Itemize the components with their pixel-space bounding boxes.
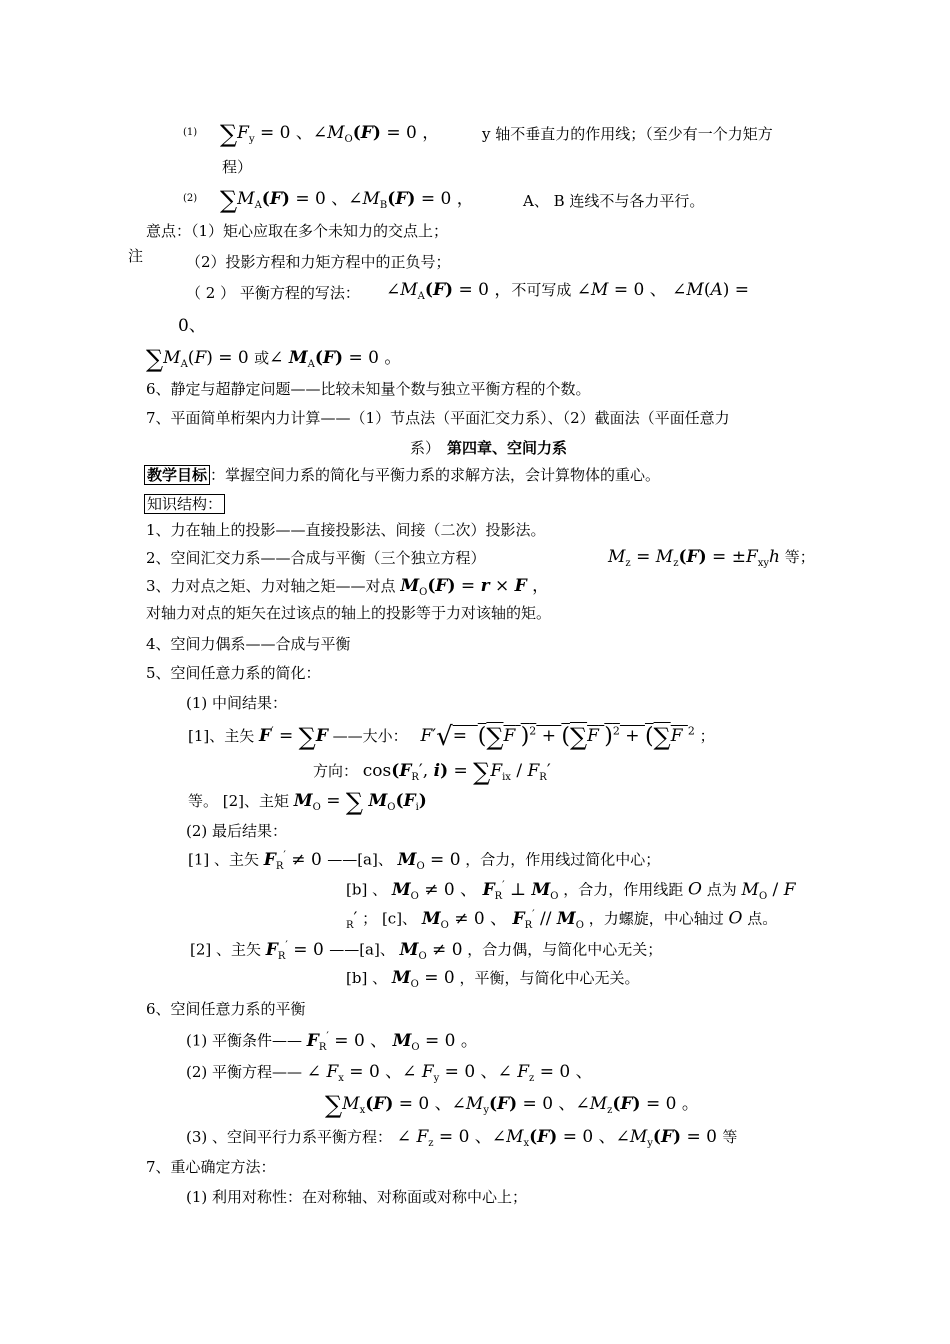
struct-item-1: 1、力在轴上的投影——直接投影法、间接（二次）投影法。 bbox=[146, 521, 546, 539]
sub-item-6-2: (2) 平衡方程—— ∠ $F_x = 0$ 、∠ $F_y = 0$ 、∠ $F_z = 0$ 、 bbox=[186, 1062, 593, 1084]
main-moment-line: 等。 [2]、主矩 $M_O$ = ∑ $M_O(F_i)$ bbox=[188, 788, 427, 816]
condition-text-cont: 程） bbox=[222, 158, 253, 176]
sub-item-5-1: (1) 中间结果： bbox=[186, 694, 288, 712]
note-equation: $\angle M_A(F) = 0$ ，不可写成 ∠M = 0 、 ∠M(A) = bbox=[386, 280, 750, 302]
condition-text: y 轴不垂直力的作用线；（至少有一个力矩方 bbox=[482, 125, 773, 143]
item-7-cont: 系） bbox=[410, 439, 441, 457]
equilibrium-equation: $\sum F_y = 0$ 、$\angle M_O(F) = 0$ ， bbox=[220, 120, 440, 148]
note-equation-cont: 0、 bbox=[178, 316, 206, 336]
knowledge-structure bbox=[144, 495, 225, 513]
result-3: $_R$′ ； [c]、 $M_O \ne 0$ 、 $F_R' // M_O$ ，力螺旋，中心轴过 O 点。 bbox=[346, 907, 778, 931]
item-7: 7、平面简单桁架内力计算——（1）节点法（平面汇交力系）、（2）截面法（平面任意力 bbox=[146, 409, 730, 427]
sub-item-6-3: (3) 、空间平行力系平衡方程： ∠ $F_z = 0$ 、$\angle M_x(F) = 0$ 、$\angle M_y(F) = 0$ 等 bbox=[186, 1127, 738, 1149]
structure-label: 知识结构： bbox=[144, 494, 225, 514]
struct-item-2: 2、空间汇交力系——合成与平衡（三个独立方程） bbox=[146, 549, 486, 567]
equilibrium-equation: $\sum M_A(F) = 0$ 、$\angle M_B(F) = 0$ ， bbox=[220, 186, 474, 214]
sub-item-7-1: (1) 利用对称性：在对称轴、对称面或对称中心上； bbox=[186, 1188, 528, 1206]
list-marker: (2) bbox=[183, 193, 198, 204]
teaching-goal bbox=[144, 466, 660, 484]
item-6: 6、静定与超静定问题——比较未知量个数与独立平衡方程的个数。 bbox=[146, 380, 591, 398]
note-line-b: （2）投影方程和力矩方程中的正负号； bbox=[186, 253, 451, 271]
struct-item-7: 7、重心确定方法： bbox=[146, 1158, 276, 1176]
list-marker: (1) bbox=[183, 127, 198, 138]
result-5: [b] 、 $M_O = 0$ ，平衡，与简化中心无关。 bbox=[346, 968, 640, 990]
condition-text: A、 B 连线不与各力平行。 bbox=[523, 192, 705, 210]
axis-moment-formula: $M_z = M_z(F) = \pm F_{xy}h$ 等； bbox=[608, 547, 815, 569]
direction-line: 方向： $\cos(F_R'$, $i) = \sum F_{ix} / F_R'$ bbox=[313, 758, 551, 786]
struct-item-6: 6、空间任意力系的平衡 bbox=[146, 1000, 306, 1018]
result-4: [2] 、主矢 $F_R' = 0$ ——[a]、 $M_O \ne 0$ ，合力偶，与简化中心无关； bbox=[190, 938, 663, 962]
main-vector-line: [1]、主矢 F′ = ∑F ——大小： F′√= (∑F )$^2$ + (∑F )$^2$ + (∑F $^2$ ； bbox=[188, 722, 715, 752]
goal-label: 教学目标 bbox=[144, 465, 210, 485]
result-2: [b] 、 $M_O \ne 0$ 、 $F_R'$ ⊥ $M_O$ ，合力，作用线距 O 点为 $M_O$ / F bbox=[346, 878, 796, 902]
sub-item-5-2: (2) 最后结果： bbox=[186, 822, 288, 840]
struct-item-4: 4、空间力偶系——合成与平衡 bbox=[146, 635, 351, 653]
sub-item-6-2b: $\sum M_x(F) = 0$ 、$\angle M_y(F) = 0$ 、$\angle M_z(F) = 0$ 。 bbox=[325, 1091, 699, 1119]
goal-text: ：掌握空间力系的简化与平衡力系的求解方法，会计算物体的重心。 bbox=[210, 466, 661, 484]
struct-item-3-cont: 对轴力对点的矩矢在过该点的轴上的投影等于力对该轴的矩。 bbox=[146, 604, 552, 622]
note-line-c: （ 2 ） 平衡方程的写法： bbox=[186, 284, 360, 302]
struct-item-3: 3、力对点之矩、力对轴之矩——对点 $M_O(F) = r \times F$ ， bbox=[146, 576, 550, 598]
note-equation-alt: $\sum M_A(F) = 0$ 或∠ $M_A(F) = 0$ 。 bbox=[146, 345, 402, 373]
note-label: 注 bbox=[128, 247, 144, 265]
note-line-a: 意点：（1）矩心应取在多个未知力的交点上； bbox=[146, 222, 449, 240]
chapter-title: 第四章、空间力系 bbox=[447, 439, 568, 457]
struct-item-5: 5、空间任意力系的简化： bbox=[146, 664, 321, 682]
result-1: [1] 、主矢 $F_R' \ne 0$ ——[a]、 $M_O = 0$ ，合力，作用线过简化中心； bbox=[188, 848, 661, 872]
sub-item-6-1: (1) 平衡条件—— $F_R' = 0$ 、 $M_O = 0$ 。 bbox=[186, 1029, 478, 1053]
